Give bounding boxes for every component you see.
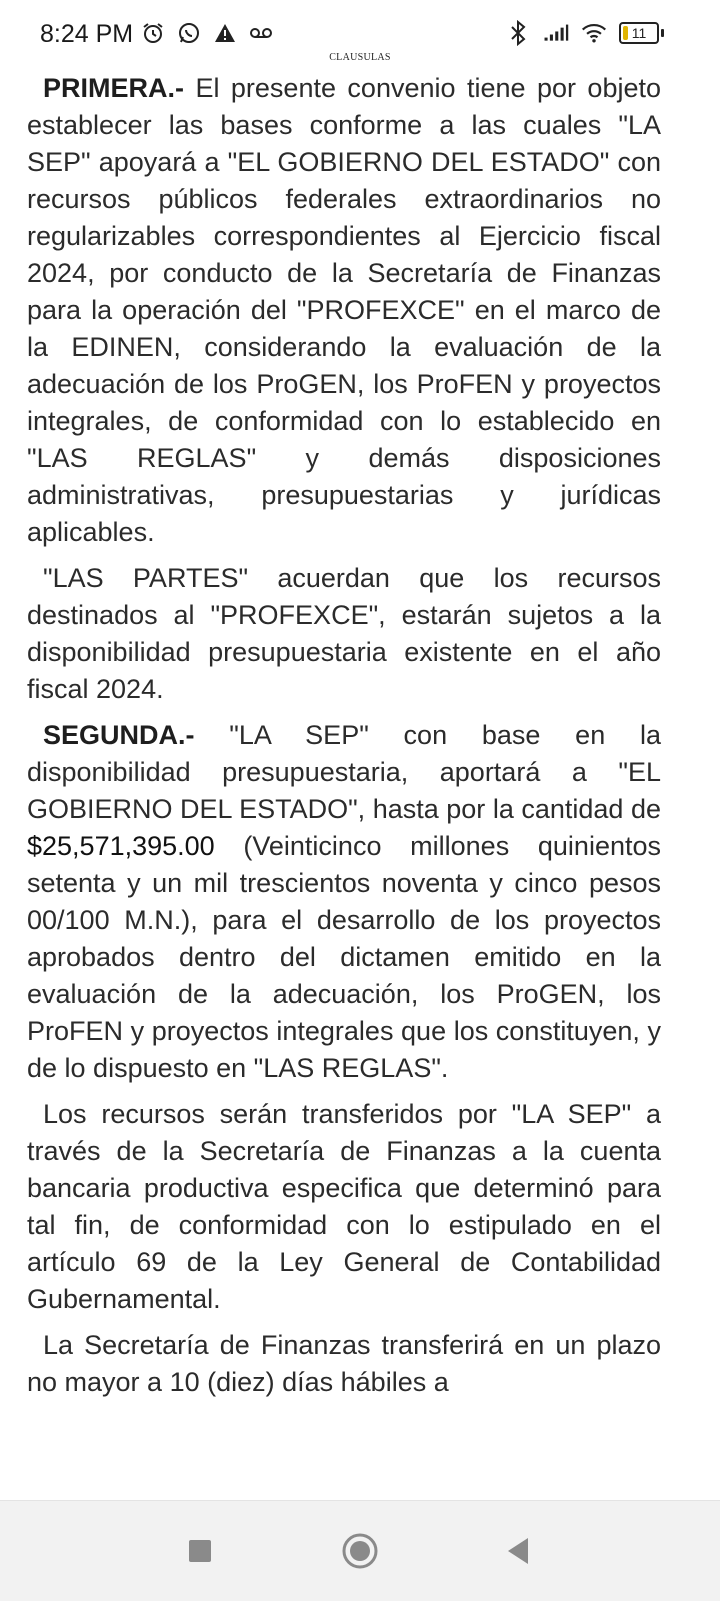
notification-icons — [140, 20, 274, 46]
paragraph — [27, 1327, 661, 1401]
home-icon — [340, 1531, 380, 1571]
clause-segunda — [27, 717, 661, 1087]
battery-level: 11 — [631, 25, 647, 41]
back-button[interactable] — [496, 1529, 540, 1573]
alarm-icon — [140, 20, 166, 46]
paragraph — [27, 560, 661, 708]
recent-apps-button[interactable] — [178, 1529, 222, 1573]
paragraph-text: "LAS PARTES" acuerdan que los recursos destinados al "PROFEXCE", estarán sujetos a la disponibilidad presupuestaria existente en el año fiscal 2024. — [27, 563, 661, 704]
clause-text: (Veinticinco millones quinientos setenta y un mil trescientos noventa y cinco pesos 00/100 M.N.), para el desarrollo de los proyectos aprobados dentro del dictamen emitido en la evaluación de la adecuación, los ProGEN, los ProFEN y proyectos integrales que los constituyen, y de lo dispuesto en "LAS REGLAS". — [27, 831, 661, 1083]
signal-icon — [543, 20, 569, 46]
bluetooth-icon — [505, 20, 531, 46]
paragraph — [27, 1096, 661, 1318]
recent-apps-icon — [187, 1538, 213, 1564]
scroll-fade — [0, 1468, 720, 1500]
battery-fill — [623, 26, 628, 40]
document-header: CLAUSULAS — [329, 52, 391, 63]
status-time: 8:24 PM — [40, 20, 134, 48]
voicemail-icon — [248, 20, 274, 46]
battery-icon — [619, 22, 664, 44]
wifi-icon — [581, 20, 607, 46]
paragraph-text: Los recursos serán transferidos por "LA SEP" a través de la Secretaría de Finanzas a la cuenta bancaria productiva especifica que determinó para tal fin, de conformidad con lo estipulado en el artículo 69 de la Ley General de Contabilidad Gubernamental. — [27, 1099, 661, 1314]
clause-primera — [27, 70, 661, 551]
clause-text: El presente convenio tiene por objeto establecer las bases conforme a las cuales "LA SEP" apoyará a "EL GOBIERNO DEL ESTADO" con recursos públicos federales extraordinarios no regularizables correspondientes al Ejercicio fiscal 2024, por conducto de la Secretaría de Finanzas para la operación del "PROFEXCE" en el marco de la EDINEN, considerando la evaluación de la adecuación de los ProGEN, los ProFEN y proyectos integrales, de conformidad con lo establecido en "LAS REGLAS" y demás disposiciones administrativas, presupuestarias y jurídicas aplicables. — [27, 73, 661, 547]
amount: $25,571,395.00 — [27, 831, 215, 861]
clause-text: "LA SEP" con base en la disponibilidad presupuestaria, aportará a "EL GOBIERNO DEL ESTADO", hasta por la cantidad de — [27, 720, 661, 824]
back-icon — [504, 1536, 532, 1566]
system-icons — [505, 20, 664, 46]
clause-title: PRIMERA.- — [43, 73, 184, 103]
home-button[interactable] — [338, 1529, 382, 1573]
status-bar — [0, 0, 720, 60]
navigation-bar — [0, 1500, 720, 1601]
whatsapp-icon — [176, 20, 202, 46]
document-body — [27, 70, 661, 1410]
warning-icon — [212, 20, 238, 46]
clause-title: SEGUNDA.- — [43, 720, 195, 750]
paragraph-text: La Secretaría de Finanzas transferirá en un plazo no mayor a 10 (diez) días hábiles a — [27, 1330, 661, 1397]
